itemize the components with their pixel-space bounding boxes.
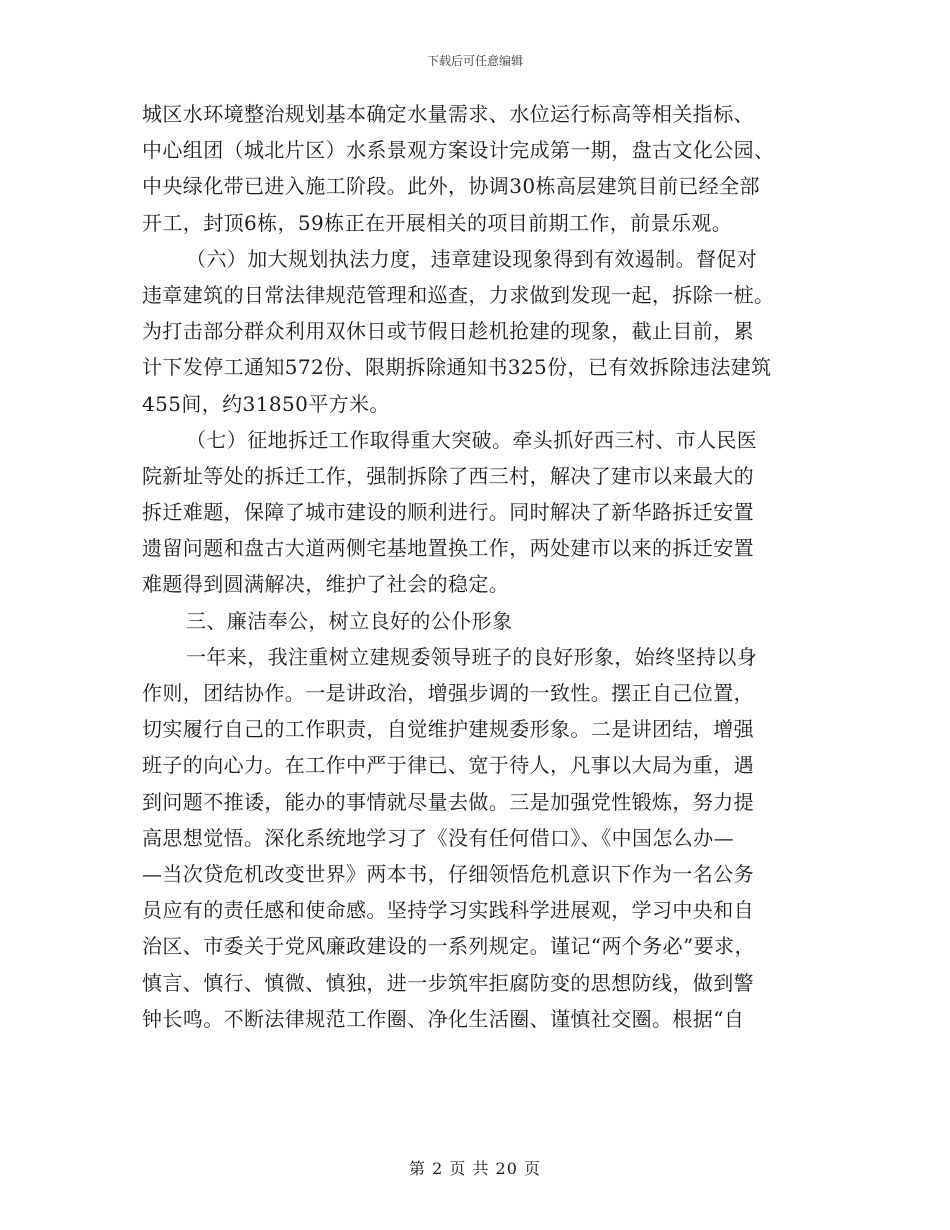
page-footer: 第 2 页 共 20 页 (409, 1159, 541, 1178)
paragraph-year-start: 一年来，我注重树立建规委领导班子的良好形象，始终坚持以身 (186, 644, 758, 669)
text-line: 作则，团结协作。一是讲政治，增强步调的一致性。摆正自己位置， (142, 681, 754, 705)
paragraph-six-start: （六）加大规划执法力度，违章建设现象得到有效遏制。督促对 (186, 246, 758, 271)
section-heading: 三、廉洁奉公，树立良好的公仆形象 (186, 608, 513, 633)
text-line: 计下发停工通知572份、限期拆除通知书325份，已有效拆除违法建筑 (142, 355, 772, 380)
text-line: 到问题不推诿，能办的事情就尽量去做。三是加强党性锻炼，努力提 (142, 789, 754, 814)
text-line: 钟长鸣。不断法律规范工作圈、净化生活圈、谨慎社交圈。根据“自 (142, 1006, 745, 1031)
text-line: 慎言、慎行、慎微、慎独，进一步筑牢拒腐防变的思想防线，做到警 (142, 970, 754, 995)
text-line: 城区水环境整治规划基本确定水量需求、水位运行标高等相关指标、 (142, 102, 754, 126)
text-line: 违章建筑的日常法律规范管理和巡查，力求做到发现一起，拆除一桩。 (142, 282, 775, 307)
page-header: 下载后可任意编辑 (426, 54, 523, 68)
text-line: 开工，封顶6栋，59栋正在开展相关的项目前期工作，前景乐观。 (142, 210, 733, 235)
text-line: 高思想觉悟。深化系统地学习了《没有任何借口》、《中国怎么办— (142, 825, 734, 850)
text-line: 切实履行自己的工作职责，自觉维护建规委形象。二是讲团结，增强 (142, 717, 754, 742)
text-line: —当次贷危机改变世界》两本书，仔细领悟危机意识下作为一名公务 (142, 861, 754, 886)
text-line: 455间，约31850平方米。 (142, 391, 390, 416)
paragraph-seven-start: （七）征地拆迁工作取得重大突破。牵头抓好西三村、市人民医 (186, 427, 758, 452)
document-body (142, 96, 814, 1037)
text-line: 治区、市委关于党风廉政建设的一系列规定。谨记“两个务必”要求， (142, 934, 755, 959)
text-line: 院新址等处的拆迁工作，强制拆除了西三村，解决了建市以来最大的 (142, 463, 754, 488)
text-line: 员应有的责任感和使命感。坚持学习实践科学进展观，学习中央和自 (142, 898, 754, 923)
text-line: 中央绿化带已进入施工阶段。此外，协调30栋高层建筑目前已经全部 (142, 174, 760, 199)
text-line: 难题得到圆满解决，维护了社会的稳定。 (142, 572, 510, 597)
text-line: 拆迁难题，保障了城市建设的顺利进行。同时解决了新华路拆迁安置 (142, 500, 754, 525)
text-line: 为打击部分群众利用双休日或节假日趁机抢建的现象，截止目前，累 (142, 319, 754, 344)
text-line: 班子的向心力。在工作中严于律已、宽于待人，凡事以大局为重，遇 (142, 753, 754, 778)
text-line: 遗留问题和盘古大道两侧宅基地置换工作，两处建市以来的拆迁安置 (142, 536, 754, 561)
text-line: 中心组团（城北片区）水系景观方案设计完成第一期，盘古文化公园、 (142, 138, 775, 163)
